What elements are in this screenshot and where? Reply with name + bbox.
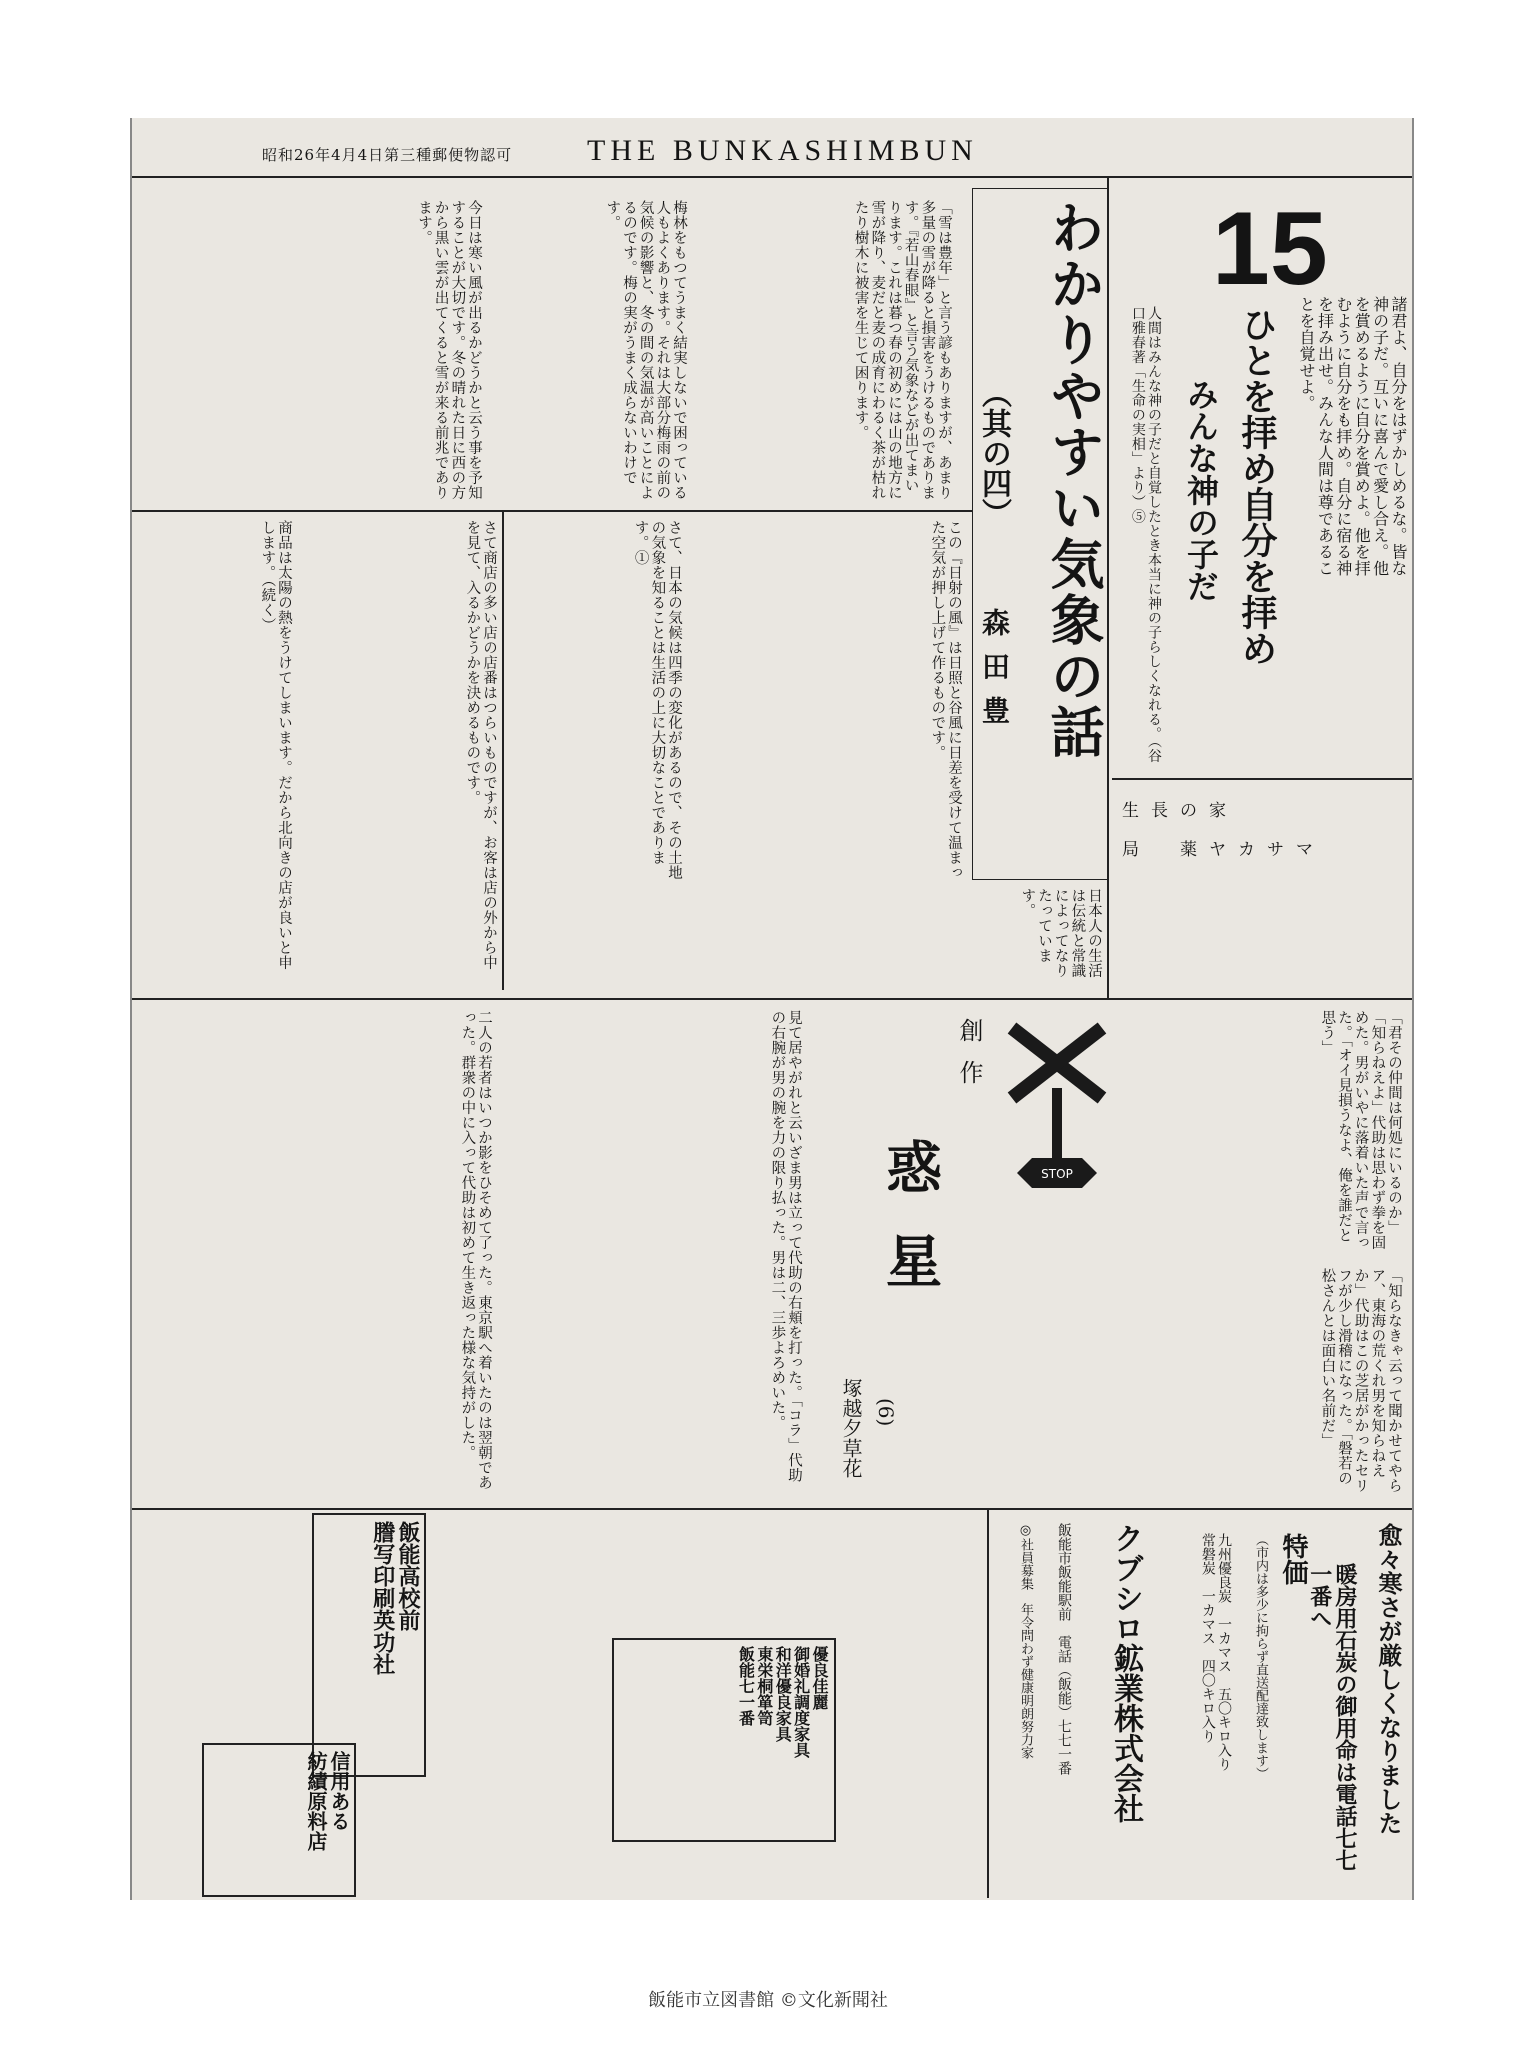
coal-headline: 愈々寒さが厳しくなりました xyxy=(1374,1523,1403,1835)
novel-text-4: 二人の若者はいつか影をひそめて了った。東京駅へ着いたのは翌朝であった。群衆の中に入って代助は初めて生き返った様な気持がした。 xyxy=(459,1010,492,1490)
lower-rule xyxy=(132,1508,1412,1510)
weather-col-1: 「雪は豊年」と言う諺もありますが、あまり多量の雪が降ると損害をうけるものであります。『若山春眼』と言う気象などが出てまいります。これは暮つ春の初めには山の地方に雪が降り、麦だと麦の成育にわるく茶が枯れたり樹木に被害を生じて困ります。 xyxy=(852,200,952,500)
novel-text-3: 見て居やがれと云いざま男は立って代助の右頬を打った。「コラ」代助の右腕が男の腕を力の限り払った。男は二、三歩よろめいた。 xyxy=(769,1010,802,1483)
weather-rule-1 xyxy=(132,510,972,512)
faith-rule xyxy=(1112,778,1412,780)
coal-ad xyxy=(1152,1523,1402,1883)
novel-text-1: 「君その仲間は何処にいるのか」「知らねえよ」代助は思わず拳を固めた。男がいやに落着いた声で言った。「オイ見損うなよ、俺を誰だと思う」 xyxy=(1319,1010,1402,1250)
seicho-ad xyxy=(1122,796,1392,860)
railroad-crossing-icon xyxy=(1002,1018,1112,1198)
coal-price-label: 特価 xyxy=(1278,1533,1308,1585)
coal-recruit: ◎社員募集 年令問わず健康明朗努力家 xyxy=(1018,1523,1033,1759)
coal-address: 飯能市飯能駅前 電話（飯能）七七一番 xyxy=(1056,1523,1072,1775)
newspaper-page xyxy=(130,118,1414,1900)
faith-title-1: ひとを拝め自分を拝め xyxy=(1236,306,1278,666)
svg-text:STOP: STOP xyxy=(1041,1167,1073,1181)
printer-ad xyxy=(312,1513,426,1777)
ad-divider xyxy=(987,1508,989,1898)
library-credit: 飯能市立図書館 ©文化新聞社 xyxy=(648,1990,888,2011)
weather-title: わかりやすい気象の話 xyxy=(1042,200,1106,760)
seicho-ad-left: 生長の家 xyxy=(1122,801,1238,821)
shops-col-2: 商品は太陽の熱をうけてしまいます。だから北向きの店が良いと申します。（続く） xyxy=(259,520,292,970)
weather-col-3: 今日は寒い風が出るかどうかと云う事を予知することが大切です。冬の晴れた日に西の方から黒い雲が出てくると雪が来る前兆であります。 xyxy=(415,200,482,500)
shops-col-1: さて商店の多い店の店番はつらいものですが、お客は店の外から中を見て、入るかどうかを決めるものです。 xyxy=(464,520,497,970)
novel-title: 惑星 xyxy=(877,1138,943,1326)
printer-text: 飯能高校前 謄写印刷英功社 xyxy=(369,1521,421,1675)
shops-col-3: 日本人の生活は伝統と常識によってなりたっています。 xyxy=(1019,888,1102,978)
coal-subhead: 暖房用石炭の御用命は電話七七一番へ xyxy=(1306,1563,1358,1871)
faith-intro: 諸君よ、自分をはずかしめるな。皆な神の子だ。互いに喜んで愛し合え。他を賞めるように自分を賞めよ。他を拝むように自分をも拝め。自分に宿る神を拝み出せ。みんな人間は尊であることを自覚せよ。 xyxy=(1297,296,1408,577)
faith-title-2: みんな神の子だ xyxy=(1182,378,1220,602)
masthead-rule xyxy=(132,176,1412,178)
seicho-ad-right: 局 薬ヤカサマ xyxy=(1122,840,1325,860)
furniture-text: 優良佳麗 御婚礼調度家具 和洋優良家具 東栄桐箪笥 飯能七一番 xyxy=(736,1646,829,1758)
shop-rule xyxy=(502,510,504,990)
page-number: 15 xyxy=(1212,191,1328,307)
masthead-title: THE BUNKASHIMBUN xyxy=(587,134,978,167)
weather-col-2: 梅林をもつてうまく結実しないで困っている人もよくあります。それは大部分梅雨の前の気候の影響と、冬の間の気温が高いことによるのです。梅の実がうまく成らないわけです。 xyxy=(604,200,687,500)
novel-text-2: 「知らなきゃ云って聞かせてやらア、東海の荒くれ男を知らねえか」代助はこの芝居がかったセリフが少し滑稽になった。「磐若の松さんとは面白い名前だ」 xyxy=(1319,1268,1402,1493)
middle-rule xyxy=(132,998,1412,1000)
faith-subtitle: 人間はみんな神の子だと自覚したとき本当に神の子らしくなれる。（谷口雅春著「生命の実相」より）⑤ xyxy=(1129,306,1162,763)
weather-author: 森田豊 xyxy=(978,608,1011,740)
coal-price-note: （市内は多少に拘らず直送配達致します） xyxy=(1253,1533,1268,1780)
weather-col-4: この『日射の風』は日照と谷風に日差を受けて温まった空気が押し上げて作るものです。 xyxy=(929,520,962,880)
weather-title-box xyxy=(972,188,1109,880)
novel-author: 塚越夕草花 xyxy=(839,1378,863,1478)
weather-series: （其の四） xyxy=(976,378,1011,528)
bottom-left-ad xyxy=(202,1743,356,1897)
furniture-ad xyxy=(612,1638,836,1842)
novel-label: 創作 xyxy=(955,1018,983,1102)
coal-price-lines: 九州優良炭 一カマス 五〇キロ入り 常磐炭 一カマス 四〇キロ入り xyxy=(1199,1533,1232,1771)
novel-number: (6) xyxy=(874,1398,898,1427)
bottom-left-text: 信用ある 紡績原料店 xyxy=(304,1751,351,1851)
weather-col-5: さて、日本の気候は四季の変化があるので、その土地の気象を知ることは生活の上に大切なことであります。① xyxy=(632,520,682,880)
dateline: 昭和26年4月4日第三種郵便物認可 xyxy=(262,146,513,164)
coal-company: クブシロ鉱業株式会社 xyxy=(1108,1523,1143,1823)
